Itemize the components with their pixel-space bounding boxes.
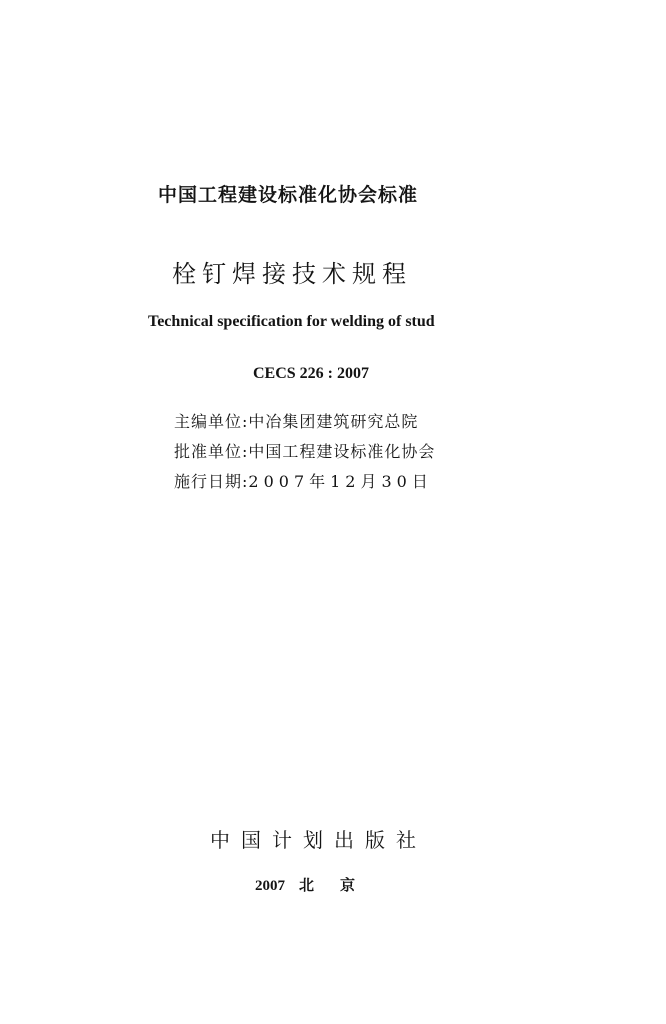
editor-label: 主编单位: — [174, 412, 249, 431]
standard-series: 中国工程建设标准化协会标准 — [158, 184, 419, 206]
imprint-city: 北京 — [299, 878, 382, 894]
title-chinese: 栓钉焊接技术规程 — [172, 260, 412, 288]
imprint — [255, 874, 381, 895]
imprint-year: 2007 — [255, 878, 285, 894]
editor-line — [174, 409, 418, 432]
title-english: Technical specification for welding of stud — [148, 313, 435, 330]
standard-code: CECS 226 : 2007 — [253, 365, 370, 382]
publisher: 中国计划出版社 — [210, 828, 427, 852]
approver-label: 批准单位: — [174, 442, 249, 461]
approver-value: 中国工程建设标准化协会 — [248, 442, 436, 461]
effective-date-label: 施行日期: — [174, 472, 249, 491]
effective-date-line — [174, 469, 433, 492]
approver-line — [174, 439, 435, 462]
editor-value: 中冶集团建筑研究总院 — [248, 412, 419, 431]
effective-date-value: 2007年12月30日 — [248, 472, 433, 491]
